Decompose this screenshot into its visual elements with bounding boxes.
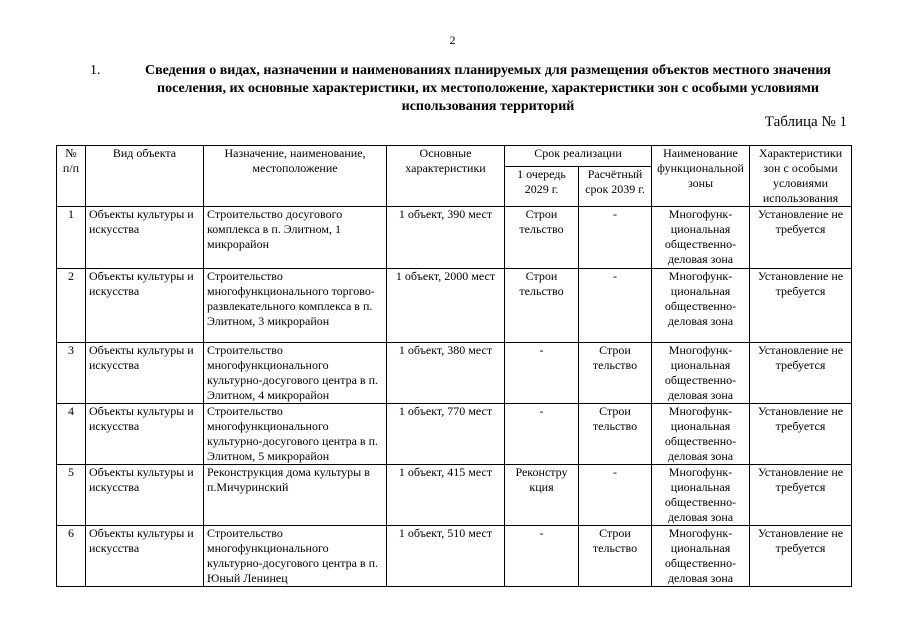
row-num: 4 [57,404,86,465]
row-estimated: - [579,207,652,269]
row-characteristics: 1 объект, 380 мест [387,343,505,404]
row-type: Объекты культуры и искусства [86,343,204,404]
table-header-row [57,146,852,167]
header-zone: Наименование функциональной зоны [652,146,750,207]
row-characteristics: 1 объект, 415 мест [387,465,505,526]
row-num: 1 [57,207,86,269]
row-zone: Многофунк-циональная общественно-деловая зона [652,526,750,587]
row-characteristics: 1 объект, 770 мест [387,404,505,465]
row-stage1: - [505,526,579,587]
row-type: Объекты культуры и искусства [86,269,204,343]
table-row [57,404,852,465]
row-stage1: - [505,404,579,465]
header-stage1: 1 очередь 2029 г. [505,166,579,206]
section-title: Сведения о видах, назначении и наименованиях планируемых для размещения объектов местного значения поселения, их основные характеристики, их местоположение, характеристики зон с особыми условиями использования территорий [144,63,831,114]
header-num: № п/п [57,146,86,207]
row-stage1: Реконстру кция [505,465,579,526]
row-special: Установление не требуется [750,207,852,269]
row-stage1: Строи тельство [505,269,579,343]
row-num: 6 [57,526,86,587]
row-zone: Многофунк-циональная общественно-деловая зона [652,269,750,343]
table-row [57,207,852,269]
row-estimated: Строи тельство [579,404,652,465]
row-estimated: Строи тельство [579,343,652,404]
objects-table [56,145,852,587]
header-characteristics: Основные характеристики [387,146,505,207]
row-type: Объекты культуры и искусства [86,526,204,587]
row-purpose: Реконструкция дома культуры в п.Мичуринский [204,465,387,526]
row-zone: Многофунк-циональная общественно-деловая зона [652,207,750,269]
row-purpose: Строительство многофункционального культурно-досугового центра в п. Элитном, 5 микрорайон [204,404,387,465]
table-row [57,343,852,404]
row-special: Установление не требуется [750,526,852,587]
row-stage1: Строи тельство [505,207,579,269]
row-num: 3 [57,343,86,404]
section-heading [90,62,860,116]
table-row [57,526,852,587]
header-estimated: Расчётный срок 2039 г. [579,166,652,206]
row-special: Установление не требуется [750,404,852,465]
row-num: 2 [57,269,86,343]
table-row [57,465,852,526]
header-special: Характеристики зон с особыми условиями использования [750,146,852,207]
row-num: 5 [57,465,86,526]
header-purpose: Назначение, наименование, местоположение [204,146,387,207]
row-type: Объекты культуры и искусства [86,404,204,465]
page-number: 2 [449,33,456,47]
header-timeline: Срок реализации [505,146,652,167]
table-body [57,207,852,587]
table-row [57,269,852,343]
row-purpose: Строительство многофункционального культурно-досугового центра в п. Элитном, 4 микрорайон [204,343,387,404]
row-special: Установление не требуется [750,343,852,404]
row-characteristics: 1 объект, 2000 мест [387,269,505,343]
row-purpose: Строительство многофункционального торгово-развлекательного комплекса в п. Элитном, 3 микрорайон [204,269,387,343]
row-special: Установление не требуется [750,269,852,343]
table-caption: Таблица № 1 [764,114,847,130]
header-type: Вид объекта [86,146,204,207]
row-characteristics: 1 объект, 510 мест [387,526,505,587]
row-zone: Многофунк-циональная общественно-деловая зона [652,343,750,404]
row-purpose: Строительство многофункционального культурно-досугового центра в п. Юный Ленинец [204,526,387,587]
row-special: Установление не требуется [750,465,852,526]
row-purpose: Строительство досугового комплекса в п. Элитном, 1 микрорайон [204,207,387,269]
row-characteristics: 1 объект, 390 мест [387,207,505,269]
section-number: 1. [90,63,101,78]
row-type: Объекты культуры и искусства [86,207,204,269]
row-estimated: - [579,269,652,343]
row-zone: Многофунк-циональная общественно-деловая зона [652,404,750,465]
row-zone: Многофунк-циональная общественно-деловая зона [652,465,750,526]
row-stage1: - [505,343,579,404]
row-estimated: Строи тельство [579,526,652,587]
row-type: Объекты культуры и искусства [86,465,204,526]
row-estimated: - [579,465,652,526]
